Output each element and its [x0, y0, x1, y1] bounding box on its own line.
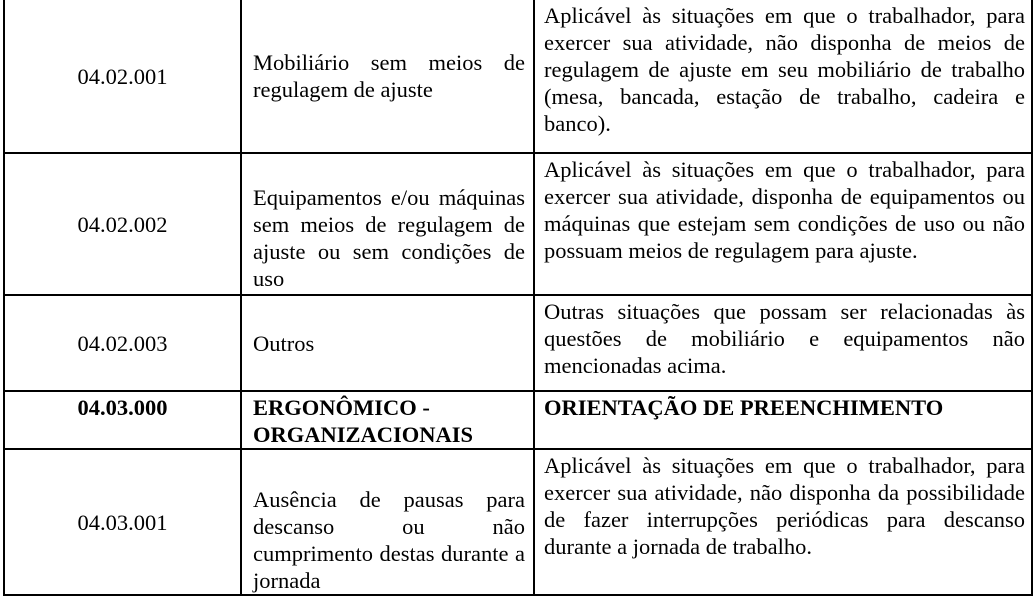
row-code: 04.02.001	[4, 0, 241, 153]
classification-table	[3, 0, 1033, 596]
row-description: Equipamentos e/ou máquinas sem meios de regulagem de ajuste ou sem condições de uso	[241, 153, 534, 295]
row-code: 04.02.003	[4, 295, 241, 391]
row-note: Aplicável às situações em que o trabalhador, para exercer sua atividade, não disponha de meios de regulagem de ajuste em seu mobiliário de trabalho (mesa, bancada, estação de trabalho, cadeira e banco).	[534, 0, 1032, 153]
row-description: Outros	[241, 295, 534, 391]
section-header-row	[4, 391, 1032, 449]
table-row	[4, 153, 1032, 295]
row-note: Aplicável às situações em que o trabalhador, para exercer sua atividade, disponha de equipamentos ou máquinas que estejam sem condições de uso ou não possuam meios de regulagem para ajuste.	[534, 153, 1032, 295]
row-description: Mobiliário sem meios de regulagem de ajuste	[241, 0, 534, 153]
row-code: 04.03.001	[4, 449, 241, 595]
table-row	[4, 449, 1032, 595]
row-note: Aplicável às situações em que o trabalhador, para exercer sua atividade, não disponha da possibilidade de fazer interrupções periódicas para descanso durante a jornada de trabalho.	[534, 449, 1032, 595]
row-note: Outras situações que possam ser relacionadas às questões de mobiliário e equipamentos não mencionadas acima.	[534, 295, 1032, 391]
table-row	[4, 295, 1032, 391]
section-code: 04.03.000	[4, 391, 241, 449]
section-note-heading: ORIENTAÇÃO DE PREENCHIMENTO	[534, 391, 1032, 449]
row-code: 04.02.002	[4, 153, 241, 295]
row-description: Ausência de pausas para descanso ou não cumprimento destas durante a jornada	[241, 449, 534, 595]
table-row	[4, 0, 1032, 153]
section-title: ERGONÔMICO - ORGANIZACIONAIS	[241, 391, 534, 449]
